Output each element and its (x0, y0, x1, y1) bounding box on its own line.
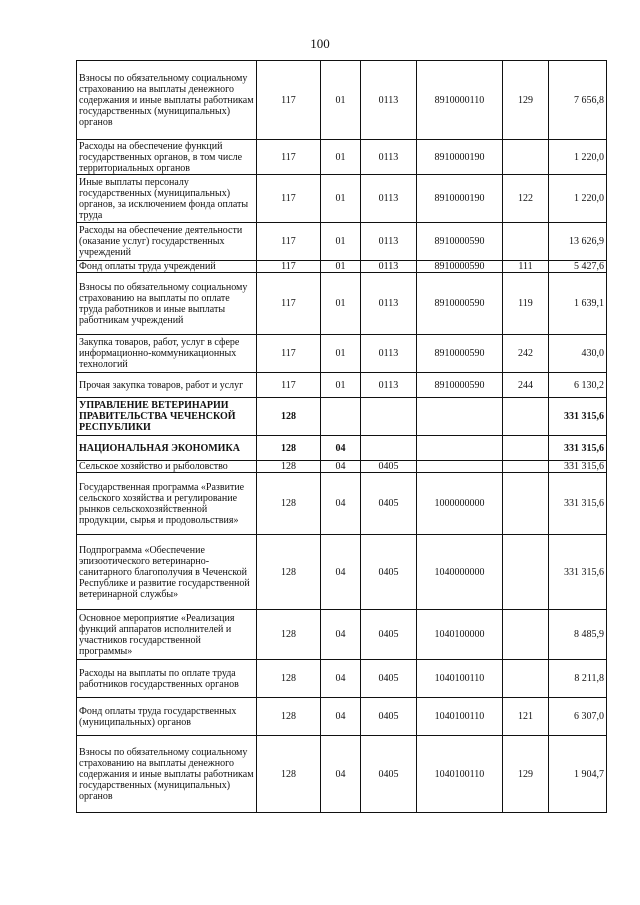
expense-name-cell: Взносы по обязательному социальному страхованию на выплаты по оплате труда работников и иные выплаты работникам учреждений (77, 273, 257, 335)
expense-name-cell: Государственная программа «Развитие сельского хозяйства и регулирование рынков сельскохозяйственной продукции, сырья и продовольствия» (77, 473, 257, 535)
expense-name-cell: Закупка товаров, работ, услуг в сфере информационно-коммуникационных технологий (77, 335, 257, 373)
expense-name-cell: Сельское хозяйство и рыболовство (77, 461, 257, 473)
table-row (77, 610, 607, 660)
subsection-code-cell: 0405 (361, 473, 417, 535)
section-code-cell: 04 (321, 610, 361, 660)
expense-type-code-cell (503, 223, 549, 261)
department-code-cell: 117 (257, 223, 321, 261)
target-article-code-cell: 8910000190 (417, 140, 503, 175)
target-article-code-cell: 1040100110 (417, 736, 503, 813)
amount-cell: 331 315,6 (549, 461, 607, 473)
target-article-code-cell: 8910000590 (417, 335, 503, 373)
expense-type-code-cell: 119 (503, 273, 549, 335)
expense-name-cell: Взносы по обязательному социальному страхованию на выплаты денежного содержания и иные выплаты работникам государственных (муниципальных) органов (77, 736, 257, 813)
target-article-code-cell (417, 436, 503, 461)
expense-type-code-cell (503, 473, 549, 535)
section-code-cell: 01 (321, 335, 361, 373)
table-row (77, 436, 607, 461)
subsection-code-cell (361, 436, 417, 461)
subsection-code-cell: 0405 (361, 660, 417, 698)
expense-name-cell: УПРАВЛЕНИЕ ВЕТЕРИНАРИИ ПРАВИТЕЛЬСТВА ЧЕЧЕНСКОЙ РЕСПУБЛИКИ (77, 398, 257, 436)
expense-name-cell: Подпрограмма «Обеспечение эпизоотического ветеринарно-санитарного благополучия в Чеченской Республике и развитие государственной ветеринарной службы» (77, 535, 257, 610)
section-code-cell: 01 (321, 175, 361, 223)
target-article-code-cell: 1040000000 (417, 535, 503, 610)
amount-cell: 1 904,7 (549, 736, 607, 813)
subsection-code-cell: 0113 (361, 335, 417, 373)
expense-type-code-cell: 129 (503, 736, 549, 813)
section-code-cell: 04 (321, 698, 361, 736)
expense-type-code-cell: 121 (503, 698, 549, 736)
table-row (77, 61, 607, 140)
subsection-code-cell: 0405 (361, 698, 417, 736)
table-row (77, 175, 607, 223)
expense-name-cell: Основное мероприятие «Реализация функций аппаратов исполнителей и участников государственной программы» (77, 610, 257, 660)
expense-type-code-cell (503, 610, 549, 660)
subsection-code-cell: 0405 (361, 535, 417, 610)
table-row (77, 373, 607, 398)
section-code-cell: 01 (321, 223, 361, 261)
department-code-cell: 128 (257, 698, 321, 736)
department-code-cell: 117 (257, 175, 321, 223)
expense-name-cell: Расходы на обеспечение функций государственных органов, в том числе территориальных органов (77, 140, 257, 175)
amount-cell: 5 427,6 (549, 261, 607, 273)
amount-cell: 8 211,8 (549, 660, 607, 698)
section-code-cell: 01 (321, 373, 361, 398)
department-code-cell: 128 (257, 736, 321, 813)
target-article-code-cell: 1000000000 (417, 473, 503, 535)
expense-type-code-cell (503, 140, 549, 175)
section-code-cell: 01 (321, 261, 361, 273)
department-code-cell: 117 (257, 373, 321, 398)
expense-type-code-cell: 129 (503, 61, 549, 140)
department-code-cell: 128 (257, 660, 321, 698)
amount-cell: 1 220,0 (549, 140, 607, 175)
subsection-code-cell: 0113 (361, 175, 417, 223)
target-article-code-cell: 1040100110 (417, 660, 503, 698)
target-article-code-cell: 1040100000 (417, 610, 503, 660)
amount-cell: 1 220,0 (549, 175, 607, 223)
target-article-code-cell: 8910000590 (417, 261, 503, 273)
amount-cell: 1 639,1 (549, 273, 607, 335)
table-row (77, 398, 607, 436)
expense-name-cell: НАЦИОНАЛЬНАЯ ЭКОНОМИКА (77, 436, 257, 461)
expense-type-code-cell: 242 (503, 335, 549, 373)
expense-type-code-cell (503, 398, 549, 436)
target-article-code-cell: 8910000590 (417, 373, 503, 398)
section-code-cell: 01 (321, 273, 361, 335)
subsection-code-cell: 0405 (361, 610, 417, 660)
subsection-code-cell (361, 398, 417, 436)
expense-type-code-cell (503, 535, 549, 610)
subsection-code-cell: 0113 (361, 140, 417, 175)
target-article-code-cell (417, 461, 503, 473)
department-code-cell: 117 (257, 335, 321, 373)
amount-cell: 331 315,6 (549, 436, 607, 461)
department-code-cell: 117 (257, 140, 321, 175)
department-code-cell: 128 (257, 436, 321, 461)
section-code-cell: 04 (321, 473, 361, 535)
table-row (77, 273, 607, 335)
subsection-code-cell: 0405 (361, 736, 417, 813)
expense-type-code-cell: 111 (503, 261, 549, 273)
expense-type-code-cell: 122 (503, 175, 549, 223)
expense-name-cell: Фонд оплаты труда государственных (муниципальных) органов (77, 698, 257, 736)
expense-type-code-cell (503, 436, 549, 461)
expense-name-cell: Иные выплаты персоналу государственных (муниципальных) органов, за исключением фонда оплаты труда (77, 175, 257, 223)
table-row (77, 473, 607, 535)
table-row (77, 140, 607, 175)
department-code-cell: 117 (257, 61, 321, 140)
section-code-cell (321, 398, 361, 436)
expense-name-cell: Фонд оплаты труда учреждений (77, 261, 257, 273)
section-code-cell: 04 (321, 535, 361, 610)
amount-cell: 6 307,0 (549, 698, 607, 736)
subsection-code-cell: 0113 (361, 61, 417, 140)
subsection-code-cell: 0113 (361, 373, 417, 398)
amount-cell: 13 626,9 (549, 223, 607, 261)
table-row (77, 335, 607, 373)
department-code-cell: 128 (257, 398, 321, 436)
department-code-cell: 117 (257, 273, 321, 335)
budget-table-body (77, 61, 607, 813)
subsection-code-cell: 0113 (361, 261, 417, 273)
budget-table (76, 60, 607, 813)
department-code-cell: 128 (257, 461, 321, 473)
table-row (77, 736, 607, 813)
amount-cell: 6 130,2 (549, 373, 607, 398)
section-code-cell: 04 (321, 736, 361, 813)
table-row (77, 461, 607, 473)
amount-cell: 331 315,6 (549, 398, 607, 436)
target-article-code-cell: 8910000190 (417, 175, 503, 223)
section-code-cell: 01 (321, 140, 361, 175)
expense-type-code-cell (503, 461, 549, 473)
expense-name-cell: Расходы на обеспечение деятельности (оказание услуг) государственных учреждений (77, 223, 257, 261)
amount-cell: 331 315,6 (549, 473, 607, 535)
section-code-cell: 04 (321, 436, 361, 461)
table-row (77, 660, 607, 698)
department-code-cell: 128 (257, 535, 321, 610)
subsection-code-cell: 0113 (361, 223, 417, 261)
table-row (77, 535, 607, 610)
subsection-code-cell: 0405 (361, 461, 417, 473)
expense-name-cell: Взносы по обязательному социальному страхованию на выплаты денежного содержания и иные выплаты работникам государственных (муниципальных) органов (77, 61, 257, 140)
department-code-cell: 128 (257, 610, 321, 660)
subsection-code-cell: 0113 (361, 273, 417, 335)
department-code-cell: 117 (257, 261, 321, 273)
target-article-code-cell: 8910000590 (417, 223, 503, 261)
table-row (77, 223, 607, 261)
table-row (77, 261, 607, 273)
target-article-code-cell: 1040100110 (417, 698, 503, 736)
section-code-cell: 01 (321, 61, 361, 140)
section-code-cell: 04 (321, 461, 361, 473)
expense-type-code-cell: 244 (503, 373, 549, 398)
section-code-cell: 04 (321, 660, 361, 698)
expense-type-code-cell (503, 660, 549, 698)
amount-cell: 8 485,9 (549, 610, 607, 660)
expense-name-cell: Прочая закупка товаров, работ и услуг (77, 373, 257, 398)
table-row (77, 698, 607, 736)
department-code-cell: 128 (257, 473, 321, 535)
target-article-code-cell: 8910000110 (417, 61, 503, 140)
target-article-code-cell (417, 398, 503, 436)
page-number: 100 (310, 36, 330, 51)
target-article-code-cell: 8910000590 (417, 273, 503, 335)
amount-cell: 331 315,6 (549, 535, 607, 610)
amount-cell: 430,0 (549, 335, 607, 373)
amount-cell: 7 656,8 (549, 61, 607, 140)
expense-name-cell: Расходы на выплаты по оплате труда работников государственных органов (77, 660, 257, 698)
